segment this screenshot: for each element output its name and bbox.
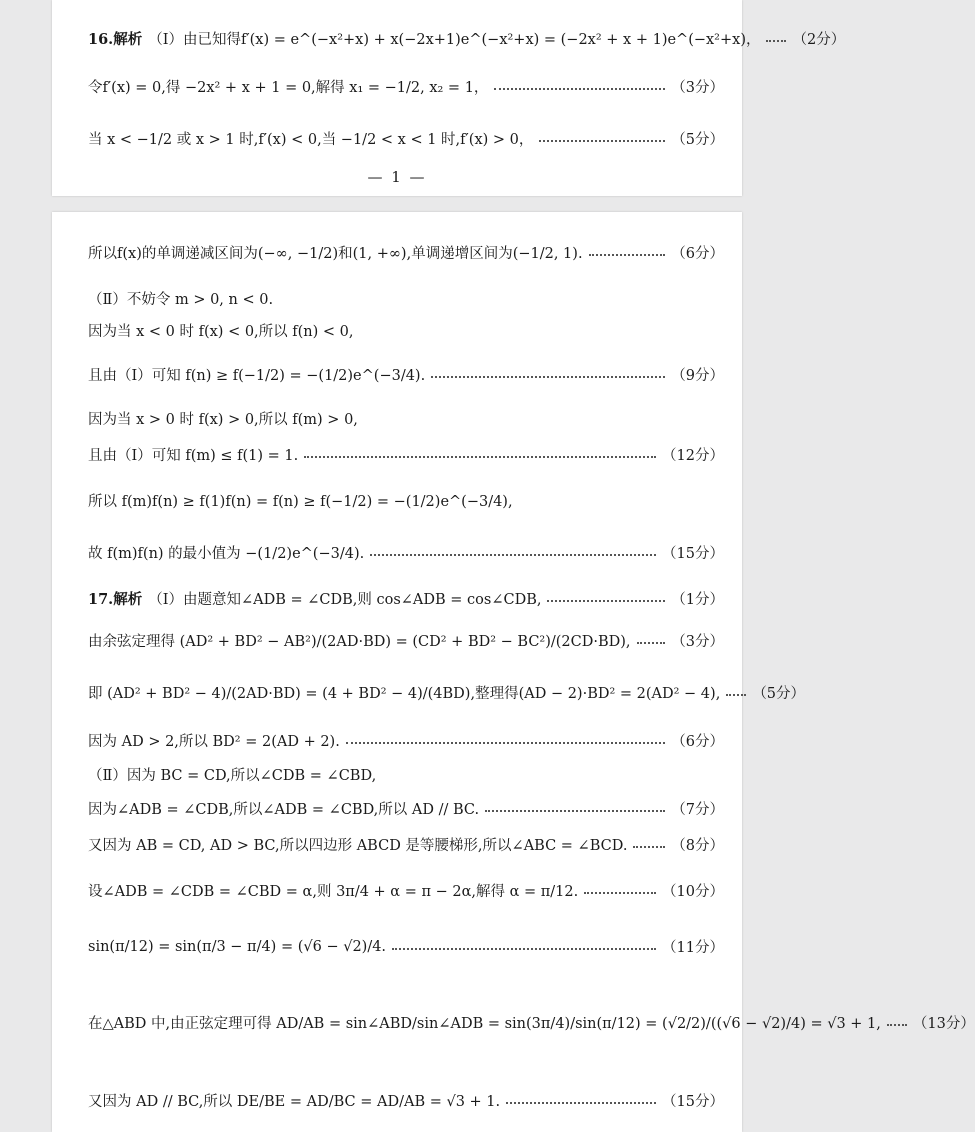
- solution-text: 又因为 AD // BC,所以 DE/BE = AD/BC = AD/AB = √3 + 1.: [88, 1094, 501, 1110]
- solution-text: 即 (AD² + BD² − 4)/(2AD·BD) = (4 + BD² − 4)/(4BD),整理得(AD − 2)·BD² = 2(AD² − 4),: [88, 686, 721, 702]
- solution-line: [88, 798, 724, 819]
- question-label: 17.解析: [88, 591, 143, 608]
- leader-dots: [637, 642, 666, 644]
- solution-text: 因为∠ADB = ∠CDB,所以∠ADB = ∠CBD,所以 AD // BC.: [88, 802, 480, 818]
- leader-dots: [392, 948, 656, 950]
- score-label: （12分）: [662, 448, 724, 464]
- solution-text: 又因为 AB = CD, AD > BC,所以四边形 ABCD 是等腰梯形,所以∠ABC = ∠BCD.: [88, 838, 628, 854]
- solution-text: 令f′(x) = 0,得 −2x² + x + 1 = 0,解得 x₁ = −1/2, x₂ = 1，: [88, 80, 489, 96]
- solution-line: [88, 588, 724, 609]
- leader-dots: [589, 254, 666, 256]
- solution-line: [88, 364, 724, 385]
- solution-line: [88, 630, 724, 651]
- solution-line: [88, 288, 724, 309]
- score-label: （3分）: [671, 80, 724, 96]
- leader-dots: [633, 846, 665, 848]
- score-label: （10分）: [662, 884, 724, 900]
- leader-dots: [370, 554, 656, 556]
- leader-dots: [547, 600, 665, 602]
- score-label: （8分）: [671, 838, 724, 854]
- leader-dots: [887, 1024, 907, 1026]
- solution-text: sin(π/12) = sin(π/3 − π/4) = (√6 − √2)/4.: [88, 938, 387, 955]
- score-label: （13分）: [912, 1016, 975, 1032]
- question-label: 16.解析: [88, 31, 143, 48]
- solution-text: （Ⅰ）由已知得f′(x) = e^(−x²+x) + x(−2x+1)e^(−x²+x) = (−2x² + x + 1)e^(−x²+x)，: [148, 32, 761, 48]
- page-number: — 1 —: [367, 168, 427, 186]
- leader-dots: [766, 40, 786, 42]
- solution-text: 由余弦定理得 (AD² + BD² − AB²)/(2AD·BD) = (CD² + BD² − BC²)/(2CD·BD),: [88, 634, 631, 650]
- solution-text: 且由（Ⅰ）可知 f(n) ≥ f(−1/2) = −(1/2)e^(−3/4).: [88, 368, 426, 384]
- leader-dots: [584, 892, 656, 894]
- solution-text: （Ⅰ）由题意知∠ADB = ∠CDB,则 cos∠ADB = cos∠CDB,: [148, 592, 542, 608]
- solution-line: [88, 936, 724, 957]
- leader-dots: [506, 1102, 656, 1104]
- leader-dots: [726, 694, 746, 696]
- solution-line: [88, 834, 724, 855]
- leader-dots: [485, 810, 665, 812]
- leader-dots: [346, 742, 665, 744]
- score-label: （11分）: [662, 940, 724, 956]
- score-label: （7分）: [671, 802, 724, 818]
- score-label: （1分）: [671, 592, 724, 608]
- solution-text: 在△ABD 中,由正弦定理可得 AD/AB = sin∠ABD/sin∠ADB = sin(3π/4)/sin(π/12) = (√2/2)/((√6 − √2)/4) = √3 + 1,: [88, 1016, 881, 1032]
- score-label: （5分）: [671, 132, 724, 148]
- score-label: （3分）: [671, 634, 724, 650]
- solution-line: [88, 764, 724, 785]
- solution-text: （Ⅱ）不妨令 m > 0, n < 0.: [88, 292, 274, 308]
- solution-line: [88, 490, 724, 511]
- solution-text: 因为当 x < 0 时 f(x) < 0,所以 f(n) < 0,: [88, 324, 354, 340]
- solution-text: （Ⅱ）因为 BC = CD,所以∠CDB = ∠CBD,: [88, 768, 377, 784]
- score-label: （15分）: [662, 546, 724, 562]
- solution-line: [88, 444, 724, 465]
- leader-dots: [494, 88, 665, 90]
- score-label: （6分）: [671, 734, 724, 750]
- solution-line: [88, 242, 724, 263]
- score-label: （9分）: [671, 368, 724, 384]
- solution-line: [88, 28, 846, 49]
- solution-line: [88, 408, 724, 429]
- solution-line: [88, 542, 724, 563]
- answer-page-1: [52, 0, 846, 196]
- solution-text: 设∠ADB = ∠CDB = ∠CBD = α,则 3π/4 + α = π − 2α,解得 α = π/12.: [88, 884, 579, 900]
- solution-line: [88, 730, 724, 751]
- solution-text: 当 x < −1/2 或 x > 1 时,f′(x) < 0,当 −1/2 < x < 1 时,f′(x) > 0，: [88, 132, 534, 148]
- leader-dots: [539, 140, 665, 142]
- solution-text: 所以 f(m)f(n) ≥ f(1)f(n) = f(n) ≥ f(−1/2) = −(1/2)e^(−3/4),: [88, 494, 513, 510]
- leader-dots: [304, 456, 656, 458]
- solution-line: [88, 76, 724, 97]
- score-label: （6分）: [671, 246, 724, 262]
- solution-text: 因为 AD > 2,所以 BD² = 2(AD + 2).: [88, 734, 340, 750]
- solution-text: 因为当 x > 0 时 f(x) > 0,所以 f(m) > 0,: [88, 412, 358, 428]
- leader-dots: [431, 376, 665, 378]
- solution-text: 所以f(x)的单调递减区间为(−∞, −1/2)和(1, +∞),单调递增区间为(−1/2, 1).: [88, 246, 583, 262]
- score-label: （5分）: [752, 686, 806, 702]
- solution-text: 且由（Ⅰ）可知 f(m) ≤ f(1) = 1.: [88, 448, 299, 464]
- solution-line: [88, 128, 724, 149]
- solution-text: 故 f(m)f(n) 的最小值为 −(1/2)e^(−3/4).: [88, 546, 365, 562]
- solution-line: [88, 1090, 724, 1111]
- solution-line: [88, 880, 724, 901]
- score-label: （2分）: [792, 32, 846, 48]
- solution-line: [88, 682, 806, 703]
- answer-page-2: [52, 212, 975, 1132]
- solution-line: [88, 1012, 975, 1033]
- score-label: （15分）: [662, 1094, 724, 1110]
- solution-line: [88, 320, 724, 341]
